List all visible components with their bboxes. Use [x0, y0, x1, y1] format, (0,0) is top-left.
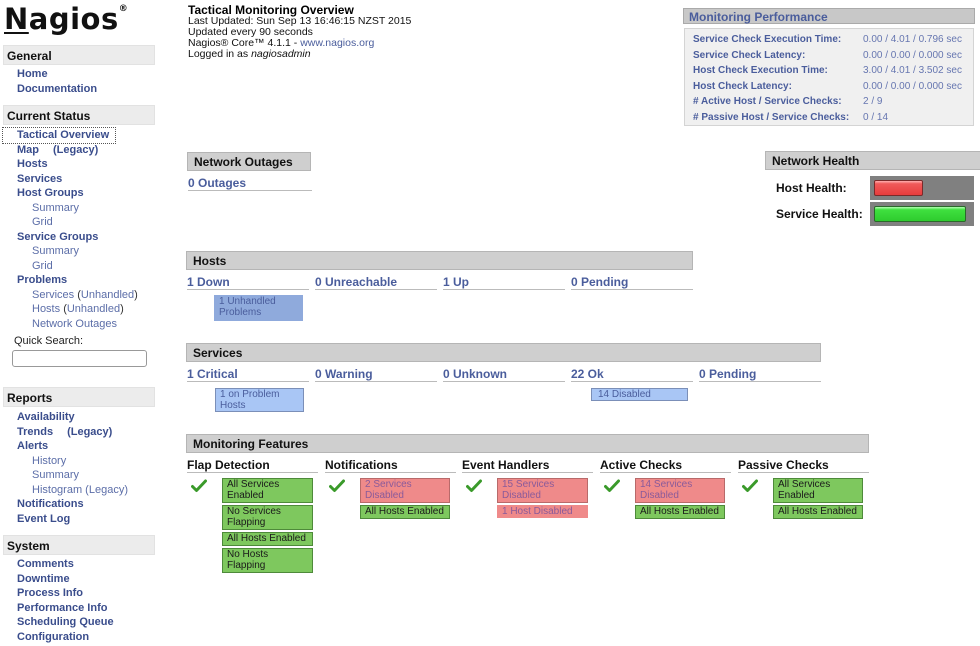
- perf-row: Service Check Execution Time: 0.00 / 4.01 / 0.796 sec: [693, 34, 962, 45]
- last-updated: Last Updated: Sun Sep 13 16:46:15 NZST 2015: [188, 15, 412, 27]
- update-interval: Updated every 90 seconds: [188, 26, 313, 38]
- flap-no-services-flapping[interactable]: No Services Flapping: [222, 505, 313, 530]
- nav-map-legacy[interactable]: (Legacy): [53, 143, 99, 156]
- nav-problems-services[interactable]: Services: [32, 288, 75, 301]
- passive-checks-enabled-check-icon[interactable]: [742, 478, 758, 494]
- nav-section-general: General: [3, 45, 155, 65]
- nav-event-log[interactable]: Event Log: [17, 512, 71, 525]
- passive-checks-all-hosts-enabled[interactable]: All Hosts Enabled: [773, 505, 863, 519]
- hosts-header: Hosts: [186, 251, 693, 270]
- hosts-unhandled-problems-badge[interactable]: 1 Unhandled Problems: [214, 295, 303, 321]
- event-handlers-host-disabled[interactable]: 1 Host Disabled: [497, 505, 588, 518]
- notifications-services-disabled[interactable]: 2 Services Disabled: [360, 478, 450, 503]
- nav-service-groups-summary[interactable]: Summary: [32, 245, 80, 257]
- nav-notifications[interactable]: Notifications: [17, 498, 84, 510]
- event-handlers-enabled-check-icon[interactable]: [466, 478, 482, 494]
- nav-trends-legacy[interactable]: (Legacy): [67, 425, 113, 438]
- nav-process-info[interactable]: Process Info: [17, 587, 84, 599]
- notifications-header: Notifications: [325, 458, 456, 473]
- perf-row: # Active Host / Service Checks: 2 / 9: [693, 96, 883, 107]
- flap-detection-header: Flap Detection: [187, 458, 318, 473]
- services-on-problem-hosts-badge[interactable]: 1 on Problem Hosts: [215, 388, 304, 412]
- nav-alerts-history[interactable]: History: [32, 454, 67, 467]
- quick-search-label: Quick Search:: [14, 335, 84, 347]
- services-ok-disabled-badge[interactable]: 14 Disabled: [591, 388, 688, 401]
- active-checks-services-disabled[interactable]: 14 Services Disabled: [635, 478, 725, 503]
- monitoring-performance-table: [684, 28, 974, 126]
- services-warning[interactable]: 0 Warning: [315, 367, 437, 382]
- perf-row: Host Check Latency: 0.00 / 0.00 / 0.000 sec: [693, 80, 962, 92]
- nav-hosts[interactable]: Hosts: [17, 158, 48, 170]
- services-unknown[interactable]: 0 Unknown: [443, 367, 565, 382]
- nav-problems-services-row: Services (Unhandled): [32, 288, 138, 301]
- nav-problems-services-unhandled[interactable]: Unhandled: [80, 288, 135, 301]
- passive-checks-header: Passive Checks: [738, 458, 869, 473]
- passive-checks-all-services-enabled[interactable]: All Services Enabled: [773, 478, 863, 503]
- perf-row: # Passive Host / Service Checks: 0 / 14: [693, 111, 889, 123]
- nav-problems-hosts[interactable]: Hosts: [32, 303, 61, 315]
- nagios-website-link[interactable]: www.nagios.org: [300, 37, 375, 49]
- monitoring-features-header: Monitoring Features: [186, 434, 869, 453]
- services-pending[interactable]: 0 Pending: [699, 367, 821, 382]
- quick-search-input[interactable]: [12, 350, 147, 367]
- hosts-down[interactable]: 1 Down: [187, 275, 309, 290]
- nav-comments[interactable]: Comments: [17, 558, 74, 570]
- nav-host-groups[interactable]: Host Groups: [17, 187, 84, 199]
- nagios-logo[interactable]: Nagios®: [4, 2, 129, 36]
- flap-all-hosts-enabled[interactable]: All Hosts Enabled: [222, 532, 313, 546]
- nav-problems[interactable]: Problems: [17, 274, 68, 286]
- nav-map[interactable]: Map (Legacy): [17, 143, 99, 156]
- nav-problems-hosts-unhandled[interactable]: Unhandled: [66, 303, 121, 315]
- nav-trends[interactable]: Trends (Legacy): [17, 425, 113, 438]
- flap-all-services-enabled[interactable]: All Services Enabled: [222, 478, 313, 503]
- perf-row: Host Check Execution Time: 3.00 / 4.01 / 3.502 sec: [693, 65, 962, 76]
- logged-in-info: Logged in as nagiosadmin: [188, 48, 311, 60]
- event-handlers-header: Event Handlers: [462, 458, 593, 473]
- event-handlers-services-disabled[interactable]: 15 Services Disabled: [497, 478, 588, 503]
- hosts-unreachable[interactable]: 0 Unreachable: [315, 275, 437, 290]
- nav-alerts-histogram[interactable]: Histogram (Legacy): [32, 483, 128, 496]
- host-health-bar: [870, 176, 974, 200]
- hosts-pending[interactable]: 0 Pending: [571, 275, 693, 290]
- network-outages-header: Network Outages: [187, 152, 311, 171]
- active-checks-all-hosts-enabled[interactable]: All Hosts Enabled: [635, 505, 725, 519]
- nav-section-current-status: Current Status: [3, 105, 155, 125]
- perf-row: Service Check Latency: 0.00 / 0.00 / 0.000 sec: [693, 49, 962, 61]
- network-health-header: Network Health: [765, 151, 980, 170]
- nav-performance-info[interactable]: Performance Info: [17, 601, 108, 614]
- nav-alerts-summary[interactable]: Summary: [32, 469, 80, 481]
- username: nagiosadmin: [251, 48, 311, 60]
- nav-section-reports: Reports: [3, 387, 155, 407]
- nav-scheduling-queue[interactable]: Scheduling Queue: [17, 616, 114, 628]
- nav-downtime[interactable]: Downtime: [17, 572, 70, 585]
- page-title: Tactical Monitoring Overview: [188, 3, 354, 17]
- host-health-label: Host Health:: [776, 181, 847, 195]
- flap-detection-enabled-check-icon[interactable]: [191, 478, 207, 494]
- active-checks-enabled-check-icon[interactable]: [604, 478, 620, 494]
- host-health-fill: [874, 180, 923, 196]
- nav-alerts[interactable]: Alerts: [17, 440, 49, 452]
- nav-documentation[interactable]: Documentation: [17, 82, 98, 95]
- service-health-label: Service Health:: [776, 207, 863, 221]
- services-critical[interactable]: 1 Critical: [187, 367, 309, 382]
- nav-tactical-overview[interactable]: Tactical Overview: [3, 128, 115, 143]
- nav-configuration[interactable]: Configuration: [17, 630, 90, 643]
- page-header: [188, 4, 411, 60]
- flap-no-hosts-flapping[interactable]: No Hosts Flapping: [222, 548, 313, 573]
- nav-network-outages[interactable]: Network Outages: [32, 317, 117, 330]
- nav-host-groups-summary[interactable]: Summary: [32, 201, 80, 214]
- services-header: Services: [186, 343, 821, 362]
- network-outages-count[interactable]: 0 Outages: [188, 176, 312, 191]
- nav-service-groups-grid[interactable]: Grid: [32, 259, 53, 272]
- nav-home[interactable]: Home: [17, 68, 48, 80]
- nav-service-groups[interactable]: Service Groups: [17, 230, 99, 243]
- active-checks-header: Active Checks: [600, 458, 731, 473]
- service-health-bar: [870, 202, 974, 226]
- monitoring-performance-header[interactable]: Monitoring Performance: [683, 8, 975, 24]
- nav-services[interactable]: Services: [17, 172, 63, 185]
- nav-section-system: System: [3, 535, 155, 555]
- notifications-all-hosts-enabled[interactable]: All Hosts Enabled: [360, 505, 450, 519]
- notifications-enabled-check-icon[interactable]: [329, 478, 345, 494]
- services-ok[interactable]: 22 Ok: [571, 367, 693, 382]
- nav-host-groups-grid[interactable]: Grid: [32, 216, 53, 228]
- nav-availability[interactable]: Availability: [17, 411, 75, 423]
- service-health-fill: [874, 206, 966, 222]
- hosts-up[interactable]: 1 Up: [443, 275, 565, 290]
- version-info: Nagios® Core™ 4.1.1 - www.nagios.org: [188, 37, 375, 49]
- nav-problems-hosts-row: Hosts (Unhandled): [32, 303, 124, 315]
